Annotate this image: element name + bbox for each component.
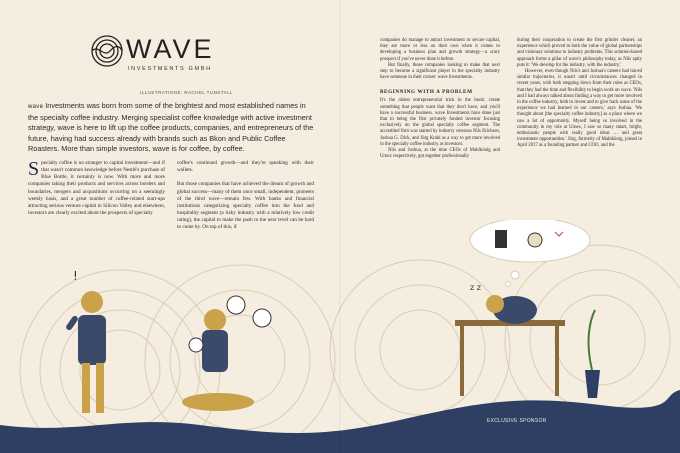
left-column-1-text: pecialty coffee is no stranger to capital investment—and if that wasn't common knowledge before Nestlé's purchase of Blue Bottle, it certainly is now. With more and more companies taking their products and services across borders and boundaries, mergers and acquisitions occurring on a seemingly weekly basis, and a great number of coffee-related start-ups attracting serious venture capital in Silicon Valley and elsewhere, investors are clearly excited about the prospects of specialty [28, 160, 165, 217]
section-heading: BEGINNING WITH A PROBLEM [380, 89, 473, 96]
right-col2-para: during their cooperation to create the first grinder cleaner, an experience which proved to both the value of global partnerships and visionary solutions to industry problems. This solution-based approach forms a pillar of wave's philosophy today, as Nils aptly puts it: 'We develop for the industry, with the industry.' [517, 38, 642, 68]
right-column-2 [517, 38, 642, 150]
wave-logo-icon [90, 34, 124, 68]
left-column-1 [28, 160, 165, 232]
logo-wordmark: WAVE [126, 34, 215, 64]
svg-text:!: ! [73, 269, 78, 283]
left-column-2: coffee's continued growth—and they're speaking with their wallets. But those companies that have achieved the dream of growth and global success—many of them once small, independent, pioneers of the third wave—remain few. With banks and financial institutions categorizing specialty coffee into the food and hospitality segment (a risky industry with a relatively low credit rating), the capital to make the push to the next level can be hard to come by. On top of this, if [177, 160, 314, 231]
drop-cap: S [28, 158, 40, 180]
right-column-1 [380, 38, 500, 160]
wave-logo [90, 34, 240, 76]
right-col1-para: It's the oldest entrepreneurial trick in the book: create something that people want that they don't have, and you'll have a successful business. wave Investments have done just that in being the first privately funded investor focusing exclusively on the global specialty coffee segment. The accredited firm was started by industry veterans Nils Erichsen, Joshua G. Dick, and Jörg Krahl as a way to get more involved in the specialty coffee industry as investors. [380, 98, 500, 147]
svg-text:z z: z z [470, 283, 481, 292]
right-col2-para: However, even though Nils's and Joshua's careers had traced similar trajectories, it wasn't until circumstances changed in recent years, with both stepping down from their roles as CEOs, that they had the time and flexibility to begin work on wave. 'Nils and I had always talked about finding a way to get more involved in the coffee industry, both to invest and to give back some of the experience we had learned in our careers,' says Joshua. 'We thought about [the specialty coffee industry] as a place where we saw a lot of opportunity. Myself being so involved in the community in my role at Urnex, I saw so many smart, bright, enthusiastic people with really good ideas … and great investment opportunities.' Jörg, formerly of Mahlkönig, joined in April 2017 as a founding partner and COO, and the [517, 69, 642, 149]
right-col1-para: Nils and Joshua, at the time CEOs of Mahlkönig and Urnex respectively, got together professionally [380, 148, 500, 160]
logo-subtitle: INVESTMENTS GMBH [128, 66, 212, 72]
right-col1-para: companies do manage to attract investment or secure capital, they are more or less on their own when it comes to developing a business plan and growth strategy—a scary prospect if you've never done it before. [380, 38, 500, 62]
exclusive-sponsor-label: EXCLUSIVE SPONSOR [487, 418, 547, 424]
intro-lead: wave [28, 104, 44, 110]
left-body-columns [28, 160, 314, 232]
illustration-credit: ILLUSTRATIONS: RACHEL TUNSTALL [140, 90, 234, 95]
intro-text: Investments was born from some of the brightest and most established names in the specialty coffee industry. Merging specialist coffee knowledge with active investment strategy, wave is here to lift up the coffee products, companies, and entrepreneurs of the future, having had success already with brands such as Bkon and Public Coffee Roasters. More than simple investors, wave is for coffee, by coffee. [28, 101, 314, 154]
intro-paragraph [28, 101, 314, 155]
right-col1-para: But finally, those companies looking to make that next step to become a significant player in the specialty industry have someone in their corner: wave Investments. [380, 62, 500, 81]
